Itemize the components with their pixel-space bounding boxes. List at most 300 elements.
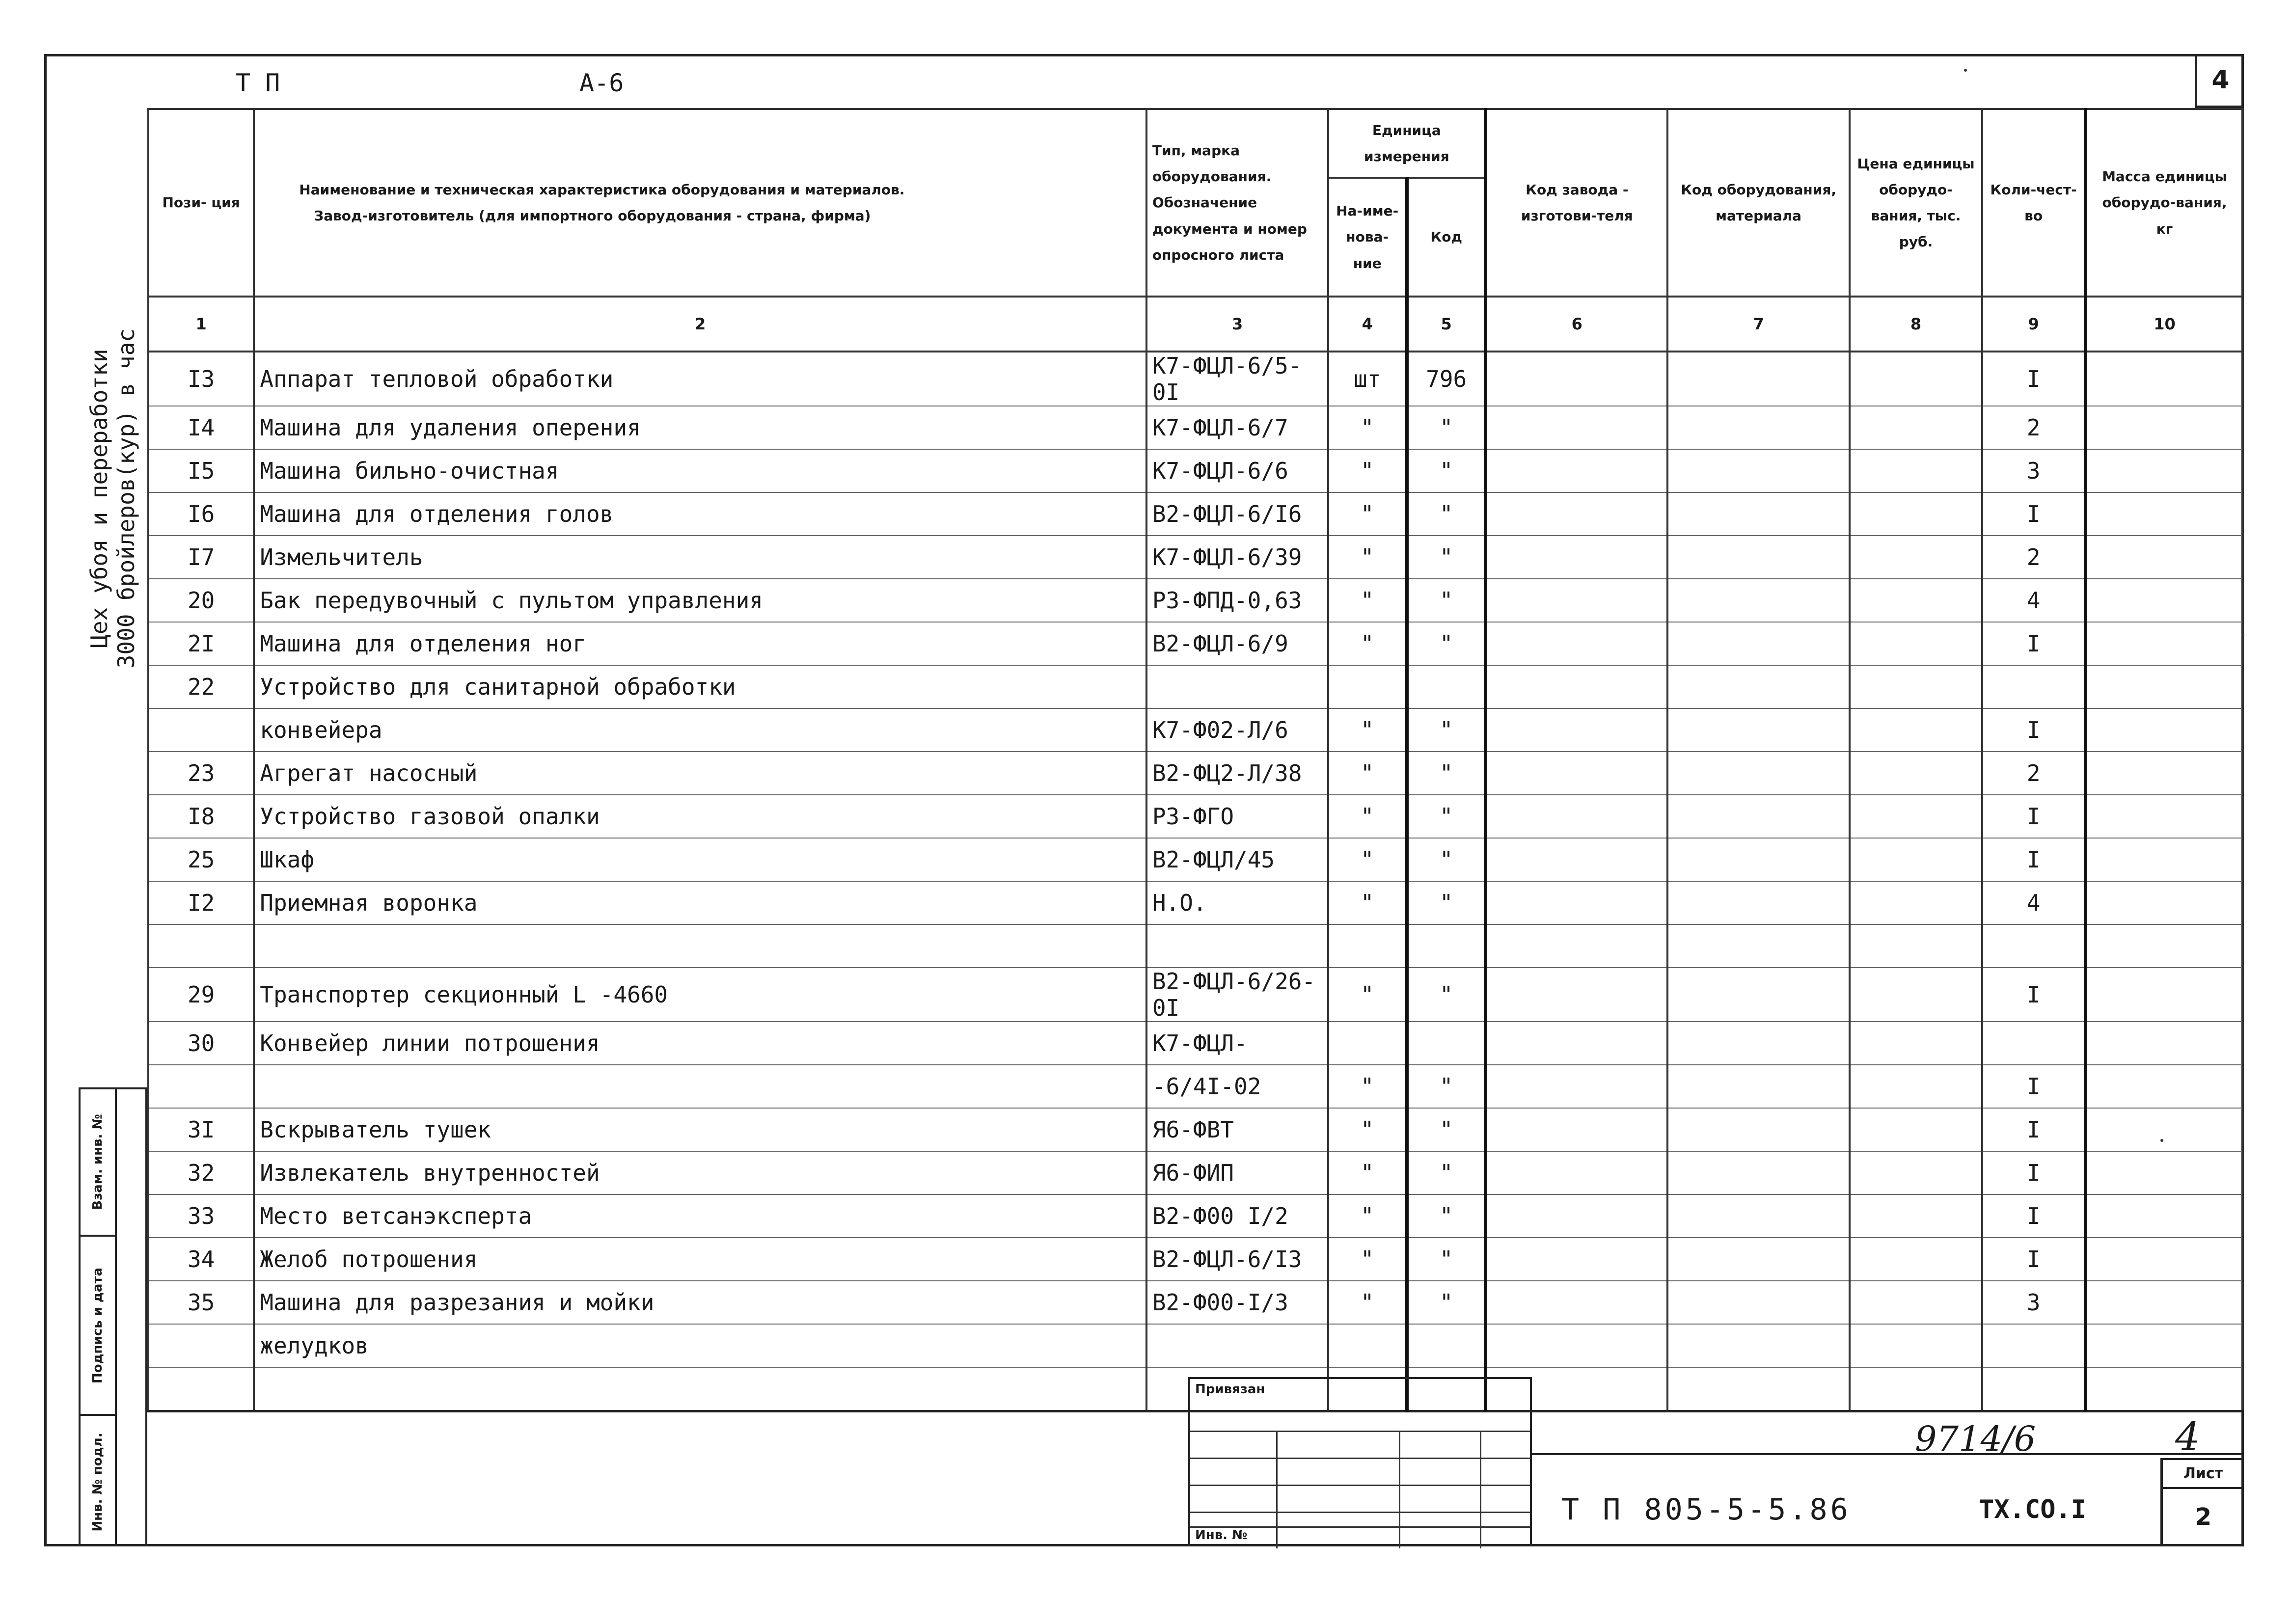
factory-code-cell bbox=[1486, 795, 1668, 838]
price-cell bbox=[1850, 449, 1982, 492]
table-row bbox=[148, 795, 2243, 838]
stamp-signature-date: Подпись и дата bbox=[81, 1237, 115, 1416]
name-cell: конвейера bbox=[254, 708, 1146, 752]
name-cell: Конвейер линии потрошения bbox=[254, 1022, 1146, 1065]
quantity-cell: 3 bbox=[1982, 449, 2085, 492]
side-title-line2: 3000 бройлеров(кур) в час bbox=[113, 328, 139, 669]
unit-code-cell bbox=[1407, 924, 1486, 968]
table-row bbox=[148, 352, 2243, 406]
mass-cell bbox=[2085, 1151, 2243, 1194]
mass-cell bbox=[2085, 622, 2243, 665]
unit-name-cell: " bbox=[1328, 881, 1407, 924]
table-row bbox=[148, 924, 2243, 968]
col-number: 1 bbox=[148, 297, 254, 352]
position-cell: 25 bbox=[148, 838, 254, 881]
col-header-quantity: Коли-чест-во bbox=[1982, 109, 2085, 297]
position-cell: 29 bbox=[148, 968, 254, 1022]
factory-code-cell bbox=[1486, 449, 1668, 492]
position-cell: I2 bbox=[148, 881, 254, 924]
name-cell: Место ветсанэксперта bbox=[254, 1194, 1146, 1238]
factory-code-cell bbox=[1486, 708, 1668, 752]
sheet-corner-number: 4 bbox=[2195, 54, 2244, 108]
unit-name-cell bbox=[1328, 924, 1407, 968]
price-cell bbox=[1850, 1065, 1982, 1108]
unit-code-cell: " bbox=[1407, 449, 1486, 492]
table-row bbox=[148, 708, 2243, 752]
document-number: Т П 805-5-5.86 bbox=[1561, 1492, 1851, 1527]
col-number: 3 bbox=[1146, 297, 1329, 352]
table-row bbox=[148, 881, 2243, 924]
factory-code-cell bbox=[1486, 968, 1668, 1022]
type-cell: К7-ФЦЛ-6/5-0I bbox=[1146, 352, 1329, 406]
col-number: 8 bbox=[1850, 297, 1982, 352]
equipment-code-cell bbox=[1667, 1367, 1850, 1411]
type-cell: В2-ФЦЛ/45 bbox=[1146, 838, 1329, 881]
table-row bbox=[148, 1194, 2243, 1238]
equipment-code-cell bbox=[1667, 752, 1850, 795]
quantity-cell: I bbox=[1982, 838, 2085, 881]
factory-code-cell bbox=[1486, 492, 1668, 536]
unit-name-cell: " bbox=[1328, 968, 1407, 1022]
col-number: 6 bbox=[1486, 297, 1668, 352]
name-cell: Транспортер секционный L -4660 bbox=[254, 968, 1146, 1022]
price-cell bbox=[1850, 881, 1982, 924]
price-cell bbox=[1850, 1281, 1982, 1324]
table-row bbox=[148, 1022, 2243, 1065]
quantity-cell: I bbox=[1982, 1238, 2085, 1281]
stamp-replacement-inv: Взам. инв. № bbox=[81, 1089, 115, 1237]
factory-code-cell bbox=[1486, 1238, 1668, 1281]
unit-name-cell: " bbox=[1328, 579, 1407, 622]
position-cell: I8 bbox=[148, 795, 254, 838]
document-code: ТХ.СО.I bbox=[1979, 1495, 2087, 1524]
col-header-name: Наименование и техническая характеристика оборудования и материалов. Завод-изготовитель (для импортного оборудования - страна, фирма) bbox=[254, 109, 1146, 297]
table-row bbox=[148, 1151, 2243, 1194]
unit-code-cell: " bbox=[1407, 708, 1486, 752]
unit-code-cell: " bbox=[1407, 1238, 1486, 1281]
name-cell: Приемная воронка bbox=[254, 881, 1146, 924]
side-title bbox=[74, 309, 147, 682]
quantity-cell: 4 bbox=[1982, 579, 2085, 622]
factory-code-cell bbox=[1486, 1022, 1668, 1065]
mass-cell bbox=[2085, 968, 2243, 1022]
table-row bbox=[148, 449, 2243, 492]
position-cell: I6 bbox=[148, 492, 254, 536]
type-cell bbox=[1146, 665, 1329, 708]
unit-name-cell: " bbox=[1328, 449, 1407, 492]
position-cell: I7 bbox=[148, 536, 254, 579]
type-cell bbox=[1146, 1324, 1329, 1367]
price-cell bbox=[1850, 708, 1982, 752]
mass-cell bbox=[2085, 1194, 2243, 1238]
price-cell bbox=[1850, 795, 1982, 838]
unit-name-cell bbox=[1328, 665, 1407, 708]
position-cell: 3I bbox=[148, 1108, 254, 1151]
name-cell: Бак передувочный с пультом управления bbox=[254, 579, 1146, 622]
quantity-cell: 4 bbox=[1982, 881, 2085, 924]
factory-code-cell bbox=[1486, 1065, 1668, 1108]
unit-name-cell: " bbox=[1328, 1281, 1407, 1324]
unit-code-cell: " bbox=[1407, 1151, 1486, 1194]
position-cell: 20 bbox=[148, 579, 254, 622]
price-cell bbox=[1850, 1108, 1982, 1151]
col-header-factory-code: Код завода - изготови-теля bbox=[1486, 109, 1668, 297]
table-row bbox=[148, 838, 2243, 881]
unit-name-cell: " bbox=[1328, 708, 1407, 752]
table-row bbox=[148, 1065, 2243, 1108]
factory-code-cell bbox=[1486, 881, 1668, 924]
stamp-original-inv: Инв. № подл. bbox=[90, 1433, 105, 1532]
mass-cell bbox=[2085, 352, 2243, 406]
equipment-code-cell bbox=[1667, 579, 1850, 622]
equipment-code-cell bbox=[1667, 1194, 1850, 1238]
name-cell: Извлекатель внутренностей bbox=[254, 1151, 1146, 1194]
factory-code-cell bbox=[1486, 352, 1668, 406]
equipment-code-cell bbox=[1667, 1151, 1850, 1194]
unit-code-cell: " bbox=[1407, 968, 1486, 1022]
position-cell: 22 bbox=[148, 665, 254, 708]
mass-cell bbox=[2085, 795, 2243, 838]
table-row bbox=[148, 492, 2243, 536]
name-cell: Измельчитель bbox=[254, 536, 1146, 579]
type-cell: В2-Ф00-I/3 bbox=[1146, 1281, 1329, 1324]
mass-cell bbox=[2085, 579, 2243, 622]
mass-cell bbox=[2085, 492, 2243, 536]
unit-name-cell: " bbox=[1328, 1108, 1407, 1151]
mass-cell bbox=[2085, 1367, 2243, 1411]
name-cell: Агрегат насосный bbox=[254, 752, 1146, 795]
attached-label: Привязан bbox=[1195, 1382, 1265, 1397]
name-cell: Устройство газовой опалки bbox=[254, 795, 1146, 838]
factory-code-cell bbox=[1486, 665, 1668, 708]
unit-name-cell: " bbox=[1328, 492, 1407, 536]
table-row bbox=[148, 752, 2243, 795]
price-cell bbox=[1850, 1022, 1982, 1065]
equipment-code-cell bbox=[1667, 795, 1850, 838]
type-cell: В2-ФЦЛ-6/I3 bbox=[1146, 1238, 1329, 1281]
unit-code-cell: " bbox=[1407, 881, 1486, 924]
position-cell: I3 bbox=[148, 352, 254, 406]
type-cell: К7-ФЦЛ-6/7 bbox=[1146, 406, 1329, 449]
unit-name-cell: " bbox=[1328, 1151, 1407, 1194]
equipment-code-cell bbox=[1667, 406, 1850, 449]
col-header-unit-name: На-име-нова-ние bbox=[1328, 178, 1407, 297]
side-stamp bbox=[79, 1087, 147, 1546]
col-header-equipment-code: Код оборудования, материала bbox=[1667, 109, 1850, 297]
side-title-line1: Цех убоя и переработки bbox=[85, 349, 112, 648]
col-number: 2 bbox=[254, 297, 1146, 352]
attachment-block bbox=[1188, 1377, 1532, 1546]
mass-cell bbox=[2085, 1238, 2243, 1281]
price-cell bbox=[1850, 665, 1982, 708]
mass-cell bbox=[2085, 1065, 2243, 1108]
unit-code-cell: " bbox=[1407, 838, 1486, 881]
unit-code-cell: " bbox=[1407, 1281, 1486, 1324]
mass-cell bbox=[2085, 1108, 2243, 1151]
position-cell bbox=[148, 1065, 254, 1108]
col-header-mass: Масса единицы оборудо-вания, кг bbox=[2085, 109, 2243, 297]
unit-code-cell bbox=[1407, 1022, 1486, 1065]
type-cell: К7-ФЦЛ-6/6 bbox=[1146, 449, 1329, 492]
handwritten-sheet-mark: 4 bbox=[2175, 1414, 2200, 1460]
inventory-number-label: Инв. № bbox=[1195, 1528, 1248, 1543]
unit-code-cell: " bbox=[1407, 492, 1486, 536]
mass-cell bbox=[2085, 665, 2243, 708]
price-cell bbox=[1850, 1324, 1982, 1367]
equipment-code-cell bbox=[1667, 665, 1850, 708]
factory-code-cell bbox=[1486, 924, 1668, 968]
mass-cell bbox=[2085, 752, 2243, 795]
equipment-code-cell bbox=[1667, 881, 1850, 924]
col-header-type: Тип, марка оборудования. Обозначение документа и номер опросного листа bbox=[1146, 109, 1329, 297]
quantity-cell: 2 bbox=[1982, 536, 2085, 579]
factory-code-cell bbox=[1486, 406, 1668, 449]
unit-code-cell: " bbox=[1407, 752, 1486, 795]
name-cell: Шкаф bbox=[254, 838, 1146, 881]
name-cell: Вскрыватель тушек bbox=[254, 1108, 1146, 1151]
factory-code-cell bbox=[1486, 752, 1668, 795]
handwritten-number: 9714/6 bbox=[1915, 1419, 2036, 1459]
factory-code-cell bbox=[1486, 1151, 1668, 1194]
type-cell: К7-Ф02-Л/6 bbox=[1146, 708, 1329, 752]
table-row bbox=[148, 1281, 2243, 1324]
unit-code-cell: " bbox=[1407, 1108, 1486, 1151]
price-cell bbox=[1850, 1151, 1982, 1194]
equipment-code-cell bbox=[1667, 1281, 1850, 1324]
quantity-cell bbox=[1982, 1022, 2085, 1065]
position-cell: 32 bbox=[148, 1151, 254, 1194]
quantity-cell: I bbox=[1982, 1065, 2085, 1108]
unit-name-cell: " bbox=[1328, 406, 1407, 449]
equipment-code-cell bbox=[1667, 838, 1850, 881]
unit-code-cell: " bbox=[1407, 1194, 1486, 1238]
table-row bbox=[148, 622, 2243, 665]
type-cell: Я6-ФВТ bbox=[1146, 1108, 1329, 1151]
unit-name-cell: " bbox=[1328, 1194, 1407, 1238]
equipment-code-cell bbox=[1667, 1238, 1850, 1281]
table-row bbox=[148, 1324, 2243, 1367]
unit-name-cell: " bbox=[1328, 752, 1407, 795]
name-cell: Машина для отделения ног bbox=[254, 622, 1146, 665]
name-cell: Машина для удаления оперения bbox=[254, 406, 1146, 449]
unit-code-cell: " bbox=[1407, 406, 1486, 449]
price-cell bbox=[1850, 492, 1982, 536]
quantity-cell: I bbox=[1982, 622, 2085, 665]
mass-cell bbox=[2085, 708, 2243, 752]
price-cell bbox=[1850, 968, 1982, 1022]
name-cell: Устройство для санитарной обработки bbox=[254, 665, 1146, 708]
factory-code-cell bbox=[1486, 622, 1668, 665]
unit-code-cell: " bbox=[1407, 622, 1486, 665]
type-cell: -6/4I-02 bbox=[1146, 1065, 1329, 1108]
col-number: 5 bbox=[1407, 297, 1486, 352]
name-cell bbox=[254, 1367, 1146, 1411]
table-row bbox=[148, 1108, 2243, 1151]
price-cell bbox=[1850, 1194, 1982, 1238]
table-row bbox=[148, 406, 2243, 449]
unit-name-cell: " bbox=[1328, 1238, 1407, 1281]
price-cell bbox=[1850, 838, 1982, 881]
unit-code-cell bbox=[1407, 1324, 1486, 1367]
quantity-cell: I bbox=[1982, 352, 2085, 406]
name-cell: Машина для разрезания и мойки bbox=[254, 1281, 1146, 1324]
price-cell bbox=[1850, 536, 1982, 579]
unit-name-cell: " bbox=[1328, 795, 1407, 838]
quantity-cell: 2 bbox=[1982, 752, 2085, 795]
equipment-code-cell bbox=[1667, 1324, 1850, 1367]
quantity-cell: 3 bbox=[1982, 1281, 2085, 1324]
type-cell: К7-ФЦЛ- bbox=[1146, 1022, 1329, 1065]
price-cell bbox=[1850, 924, 1982, 968]
quantity-cell bbox=[1982, 665, 2085, 708]
price-cell bbox=[1850, 752, 1982, 795]
type-cell: Н.О. bbox=[1146, 881, 1329, 924]
col-header-unit-group: Единица измерения bbox=[1328, 109, 1485, 178]
name-cell: Желоб потрошения bbox=[254, 1238, 1146, 1281]
col-number: 9 bbox=[1982, 297, 2085, 352]
unit-code-cell: " bbox=[1407, 579, 1486, 622]
position-cell: I4 bbox=[148, 406, 254, 449]
equipment-code-cell bbox=[1667, 536, 1850, 579]
unit-name-cell: " bbox=[1328, 1065, 1407, 1108]
col-header-position: Пози- ция bbox=[148, 109, 254, 297]
type-cell: В2-ФЦ2-Л/38 bbox=[1146, 752, 1329, 795]
mass-cell bbox=[2085, 406, 2243, 449]
unit-name-cell: " bbox=[1328, 622, 1407, 665]
equipment-code-cell bbox=[1667, 492, 1850, 536]
equipment-code-cell bbox=[1667, 352, 1850, 406]
quantity-cell: I bbox=[1982, 968, 2085, 1022]
price-cell bbox=[1850, 1367, 1982, 1411]
equipment-code-cell bbox=[1667, 968, 1850, 1022]
mass-cell bbox=[2085, 924, 2243, 968]
col-number: 7 bbox=[1667, 297, 1850, 352]
mass-cell bbox=[2085, 881, 2243, 924]
type-cell: В2-ФЦЛ-6/9 bbox=[1146, 622, 1329, 665]
name-cell: Аппарат тепловой обработки bbox=[254, 352, 1146, 406]
quantity-cell bbox=[1982, 924, 2085, 968]
specification-table bbox=[147, 108, 2244, 1412]
quantity-cell: I bbox=[1982, 708, 2085, 752]
position-cell bbox=[148, 1367, 254, 1411]
mass-cell bbox=[2085, 1281, 2243, 1324]
sheet-value: 2 bbox=[2195, 1503, 2212, 1531]
position-cell: 35 bbox=[148, 1281, 254, 1324]
table-row bbox=[148, 665, 2243, 708]
position-cell: 2I bbox=[148, 622, 254, 665]
name-cell: Машина бильно-очистная bbox=[254, 449, 1146, 492]
type-cell: В2-ФЦЛ-6/26-0I bbox=[1146, 968, 1329, 1022]
quantity-cell bbox=[1982, 1367, 2085, 1411]
equipment-code-cell bbox=[1667, 708, 1850, 752]
equipment-code-cell bbox=[1667, 924, 1850, 968]
table-row bbox=[148, 1238, 2243, 1281]
quantity-cell: I bbox=[1982, 1151, 2085, 1194]
col-number: 10 bbox=[2085, 297, 2243, 352]
type-cell: К7-ФЦЛ-6/39 bbox=[1146, 536, 1329, 579]
equipment-code-cell bbox=[1667, 1108, 1850, 1151]
mass-cell bbox=[2085, 1324, 2243, 1367]
table-row bbox=[148, 968, 2243, 1022]
title-block-rule bbox=[1532, 1453, 2244, 1455]
unit-code-cell: " bbox=[1407, 536, 1486, 579]
factory-code-cell bbox=[1486, 838, 1668, 881]
quantity-cell: 2 bbox=[1982, 406, 2085, 449]
type-cell: В2-Ф00 I/2 bbox=[1146, 1194, 1329, 1238]
unit-name-cell: " bbox=[1328, 838, 1407, 881]
sheet-box bbox=[2160, 1458, 2244, 1546]
col-number: 4 bbox=[1328, 297, 1407, 352]
quantity-cell: I bbox=[1982, 1194, 2085, 1238]
series-label: Т П bbox=[236, 69, 280, 97]
equipment-code-cell bbox=[1667, 449, 1850, 492]
quantity-cell: I bbox=[1982, 1108, 2085, 1151]
unit-name-cell bbox=[1328, 1022, 1407, 1065]
unit-name-cell bbox=[1328, 1324, 1407, 1367]
price-cell bbox=[1850, 622, 1982, 665]
factory-code-cell bbox=[1486, 1194, 1668, 1238]
equipment-code-cell bbox=[1667, 1022, 1850, 1065]
factory-code-cell bbox=[1486, 1324, 1668, 1367]
col-header-price: Цена единицы оборудо-вания, тыс. руб. bbox=[1850, 109, 1982, 297]
name-cell bbox=[254, 1065, 1146, 1108]
type-cell bbox=[1146, 924, 1329, 968]
factory-code-cell bbox=[1486, 1108, 1668, 1151]
type-cell: РЗ-ФГО bbox=[1146, 795, 1329, 838]
format-label: А-6 bbox=[579, 69, 624, 97]
position-cell: 33 bbox=[148, 1194, 254, 1238]
type-cell: РЗ-ФПД-0,63 bbox=[1146, 579, 1329, 622]
position-cell bbox=[148, 924, 254, 968]
price-cell bbox=[1850, 406, 1982, 449]
unit-code-cell: " bbox=[1407, 1065, 1486, 1108]
unit-name-cell: " bbox=[1328, 536, 1407, 579]
factory-code-cell bbox=[1486, 579, 1668, 622]
position-cell bbox=[148, 1324, 254, 1367]
type-cell: Я6-ФИП bbox=[1146, 1151, 1329, 1194]
position-cell: 30 bbox=[148, 1022, 254, 1065]
unit-code-cell: " bbox=[1407, 795, 1486, 838]
price-cell bbox=[1850, 352, 1982, 406]
position-cell: I5 bbox=[148, 449, 254, 492]
col-header-unit-code: Код bbox=[1407, 178, 1486, 297]
name-cell: желудков bbox=[254, 1324, 1146, 1367]
price-cell bbox=[1850, 1238, 1982, 1281]
type-cell: В2-ФЦЛ-6/I6 bbox=[1146, 492, 1329, 536]
factory-code-cell bbox=[1486, 536, 1668, 579]
unit-code-cell bbox=[1407, 665, 1486, 708]
price-cell bbox=[1850, 579, 1982, 622]
position-cell: 23 bbox=[148, 752, 254, 795]
equipment-code-cell bbox=[1667, 1065, 1850, 1108]
mass-cell bbox=[2085, 536, 2243, 579]
table-row bbox=[148, 536, 2243, 579]
quantity-cell bbox=[1982, 1324, 2085, 1367]
quantity-cell: I bbox=[1982, 492, 2085, 536]
sheet-label: Лист bbox=[2163, 1458, 2244, 1489]
unit-code-cell: 796 bbox=[1407, 352, 1486, 406]
mass-cell bbox=[2085, 1022, 2243, 1065]
mass-cell bbox=[2085, 449, 2243, 492]
factory-code-cell bbox=[1486, 1281, 1668, 1324]
quantity-cell: I bbox=[1982, 795, 2085, 838]
equipment-code-cell bbox=[1667, 622, 1850, 665]
position-cell: 34 bbox=[148, 1238, 254, 1281]
table-row bbox=[148, 579, 2243, 622]
mass-cell bbox=[2085, 838, 2243, 881]
position-cell bbox=[148, 708, 254, 752]
unit-name-cell: шт bbox=[1328, 352, 1407, 406]
